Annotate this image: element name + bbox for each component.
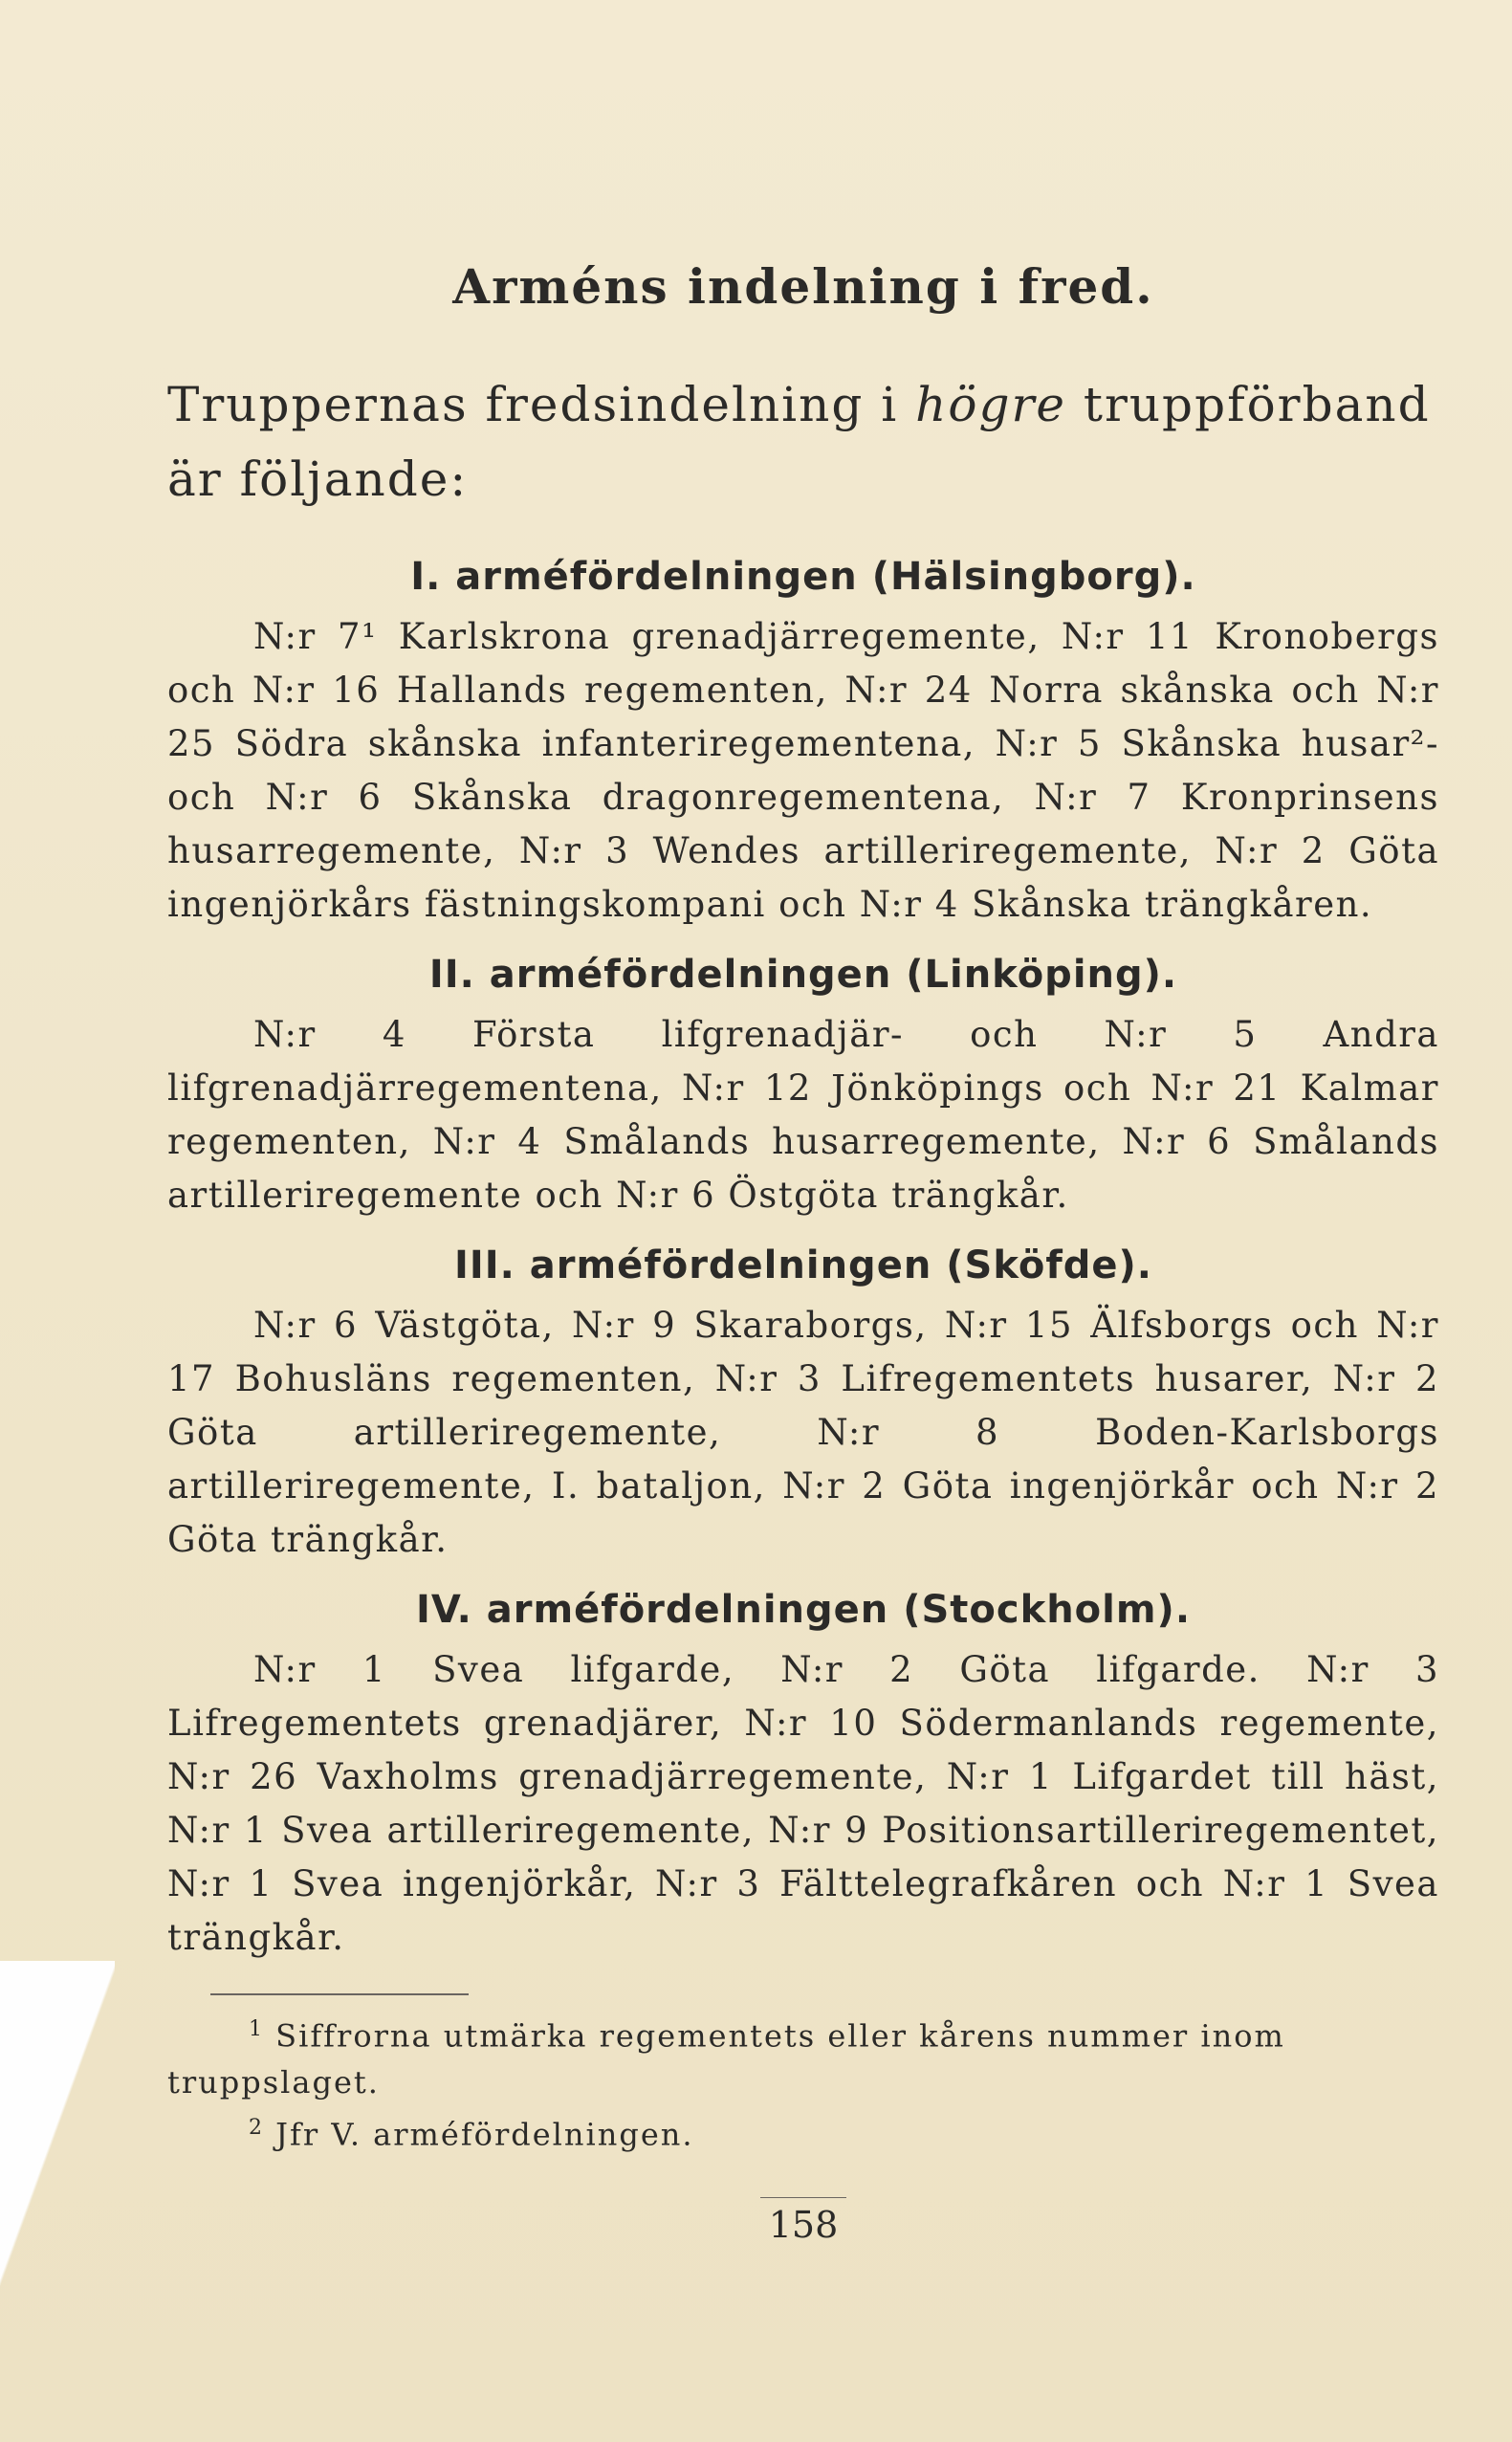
section-4 [167,1588,1439,1965]
section-1 [167,555,1439,932]
torn-page-corner [0,1961,115,2442]
section-body: N:r 4 Första lifgrenadjär- och N:r 5 Andra lifgrenadjärregementena, N:r 12 Jönköpings och N:r 21 Kalmar regementen, N:r 4 Smålands husarregemente, N:r 6 Smålands artilleriregemente och N:r 6 Östgöta trängkår. [167,1014,1439,1216]
intro-paragraph [167,367,1439,517]
footnote-divider [210,1993,469,1995]
footnote-text: Siffrorna utmärka regementets eller kårens nummer inom truppslaget. [167,2017,1285,2101]
page-number-divider [760,2197,846,2198]
section-body: N:r 1 Svea lifgarde, N:r 2 Göta lifgarde. N:r 3 Lifregementets grenadjärer, N:r 10 Södermanlands regemente, N:r 26 Vaxholms grenadjärregemente, N:r 1 Lifgardet till häst, N:r 1 Svea artilleriregemente, N:r 9 Positionsartilleriregementet, N:r 1 Svea ingenjörkår, N:r 3 Fälttelegrafkåren och N:r 1 Svea trängkår. [167,1649,1439,1958]
page-content [167,258,1439,2246]
section-2 [167,953,1439,1222]
page-title: Arméns indelning i fred. [452,258,1154,315]
page-number: 158 [768,2204,839,2247]
section-heading: IV. arméfördelningen (Stockholm). [415,1588,1192,1632]
section-heading: III. arméfördelningen (Sköfde). [454,1243,1152,1287]
footnote-2 [167,2105,1439,2158]
intro-text-after: truppförband är följande: [167,377,1431,507]
intro-text-before: Truppernas fredsindelning i [167,377,916,432]
section-heading: II. arméfördelningen (Linköping). [428,953,1178,997]
footnote-text: Jfr V. arméfördelningen. [264,2116,694,2153]
section-body: N:r 7¹ Karlskrona grenadjärregemente, N:r 11 Kronobergs och N:r 16 Hallands regementen, N:r 24 Norra skånska och N:r 25 Södra skånska infanteriregementena, N:r 5 Skånska husar²- och N:r 6 Skånska dragonregementena, N:r 7 Kronprinsens husarregemente, N:r 3 Wendes artilleriregemente, N:r 2 Göta ingenjörkårs fästningskompani och N:r 4 Skånska trängkåren. [167,616,1439,925]
intro-emphasis: högre [915,377,1066,432]
section-body: N:r 6 Västgöta, N:r 9 Skaraborgs, N:r 15 Älfsborgs och N:r 17 Bohusläns regementen, N:r 3 Lifregementets husarer, N:r 2 Göta artilleriregemente, N:r 8 Boden-Karlsborgs artilleriregemente, I. bataljon, N:r 2 Göta ingenjörkår och N:r 2 Göta trängkår. [167,1305,1439,1560]
footnote-mark: 1 [249,2017,264,2041]
footnote-mark: 2 [249,2115,264,2140]
section-heading: I. arméfördelningen (Hälsingborg). [410,555,1196,599]
section-3 [167,1243,1439,1567]
footnote-1 [167,2007,1439,2105]
